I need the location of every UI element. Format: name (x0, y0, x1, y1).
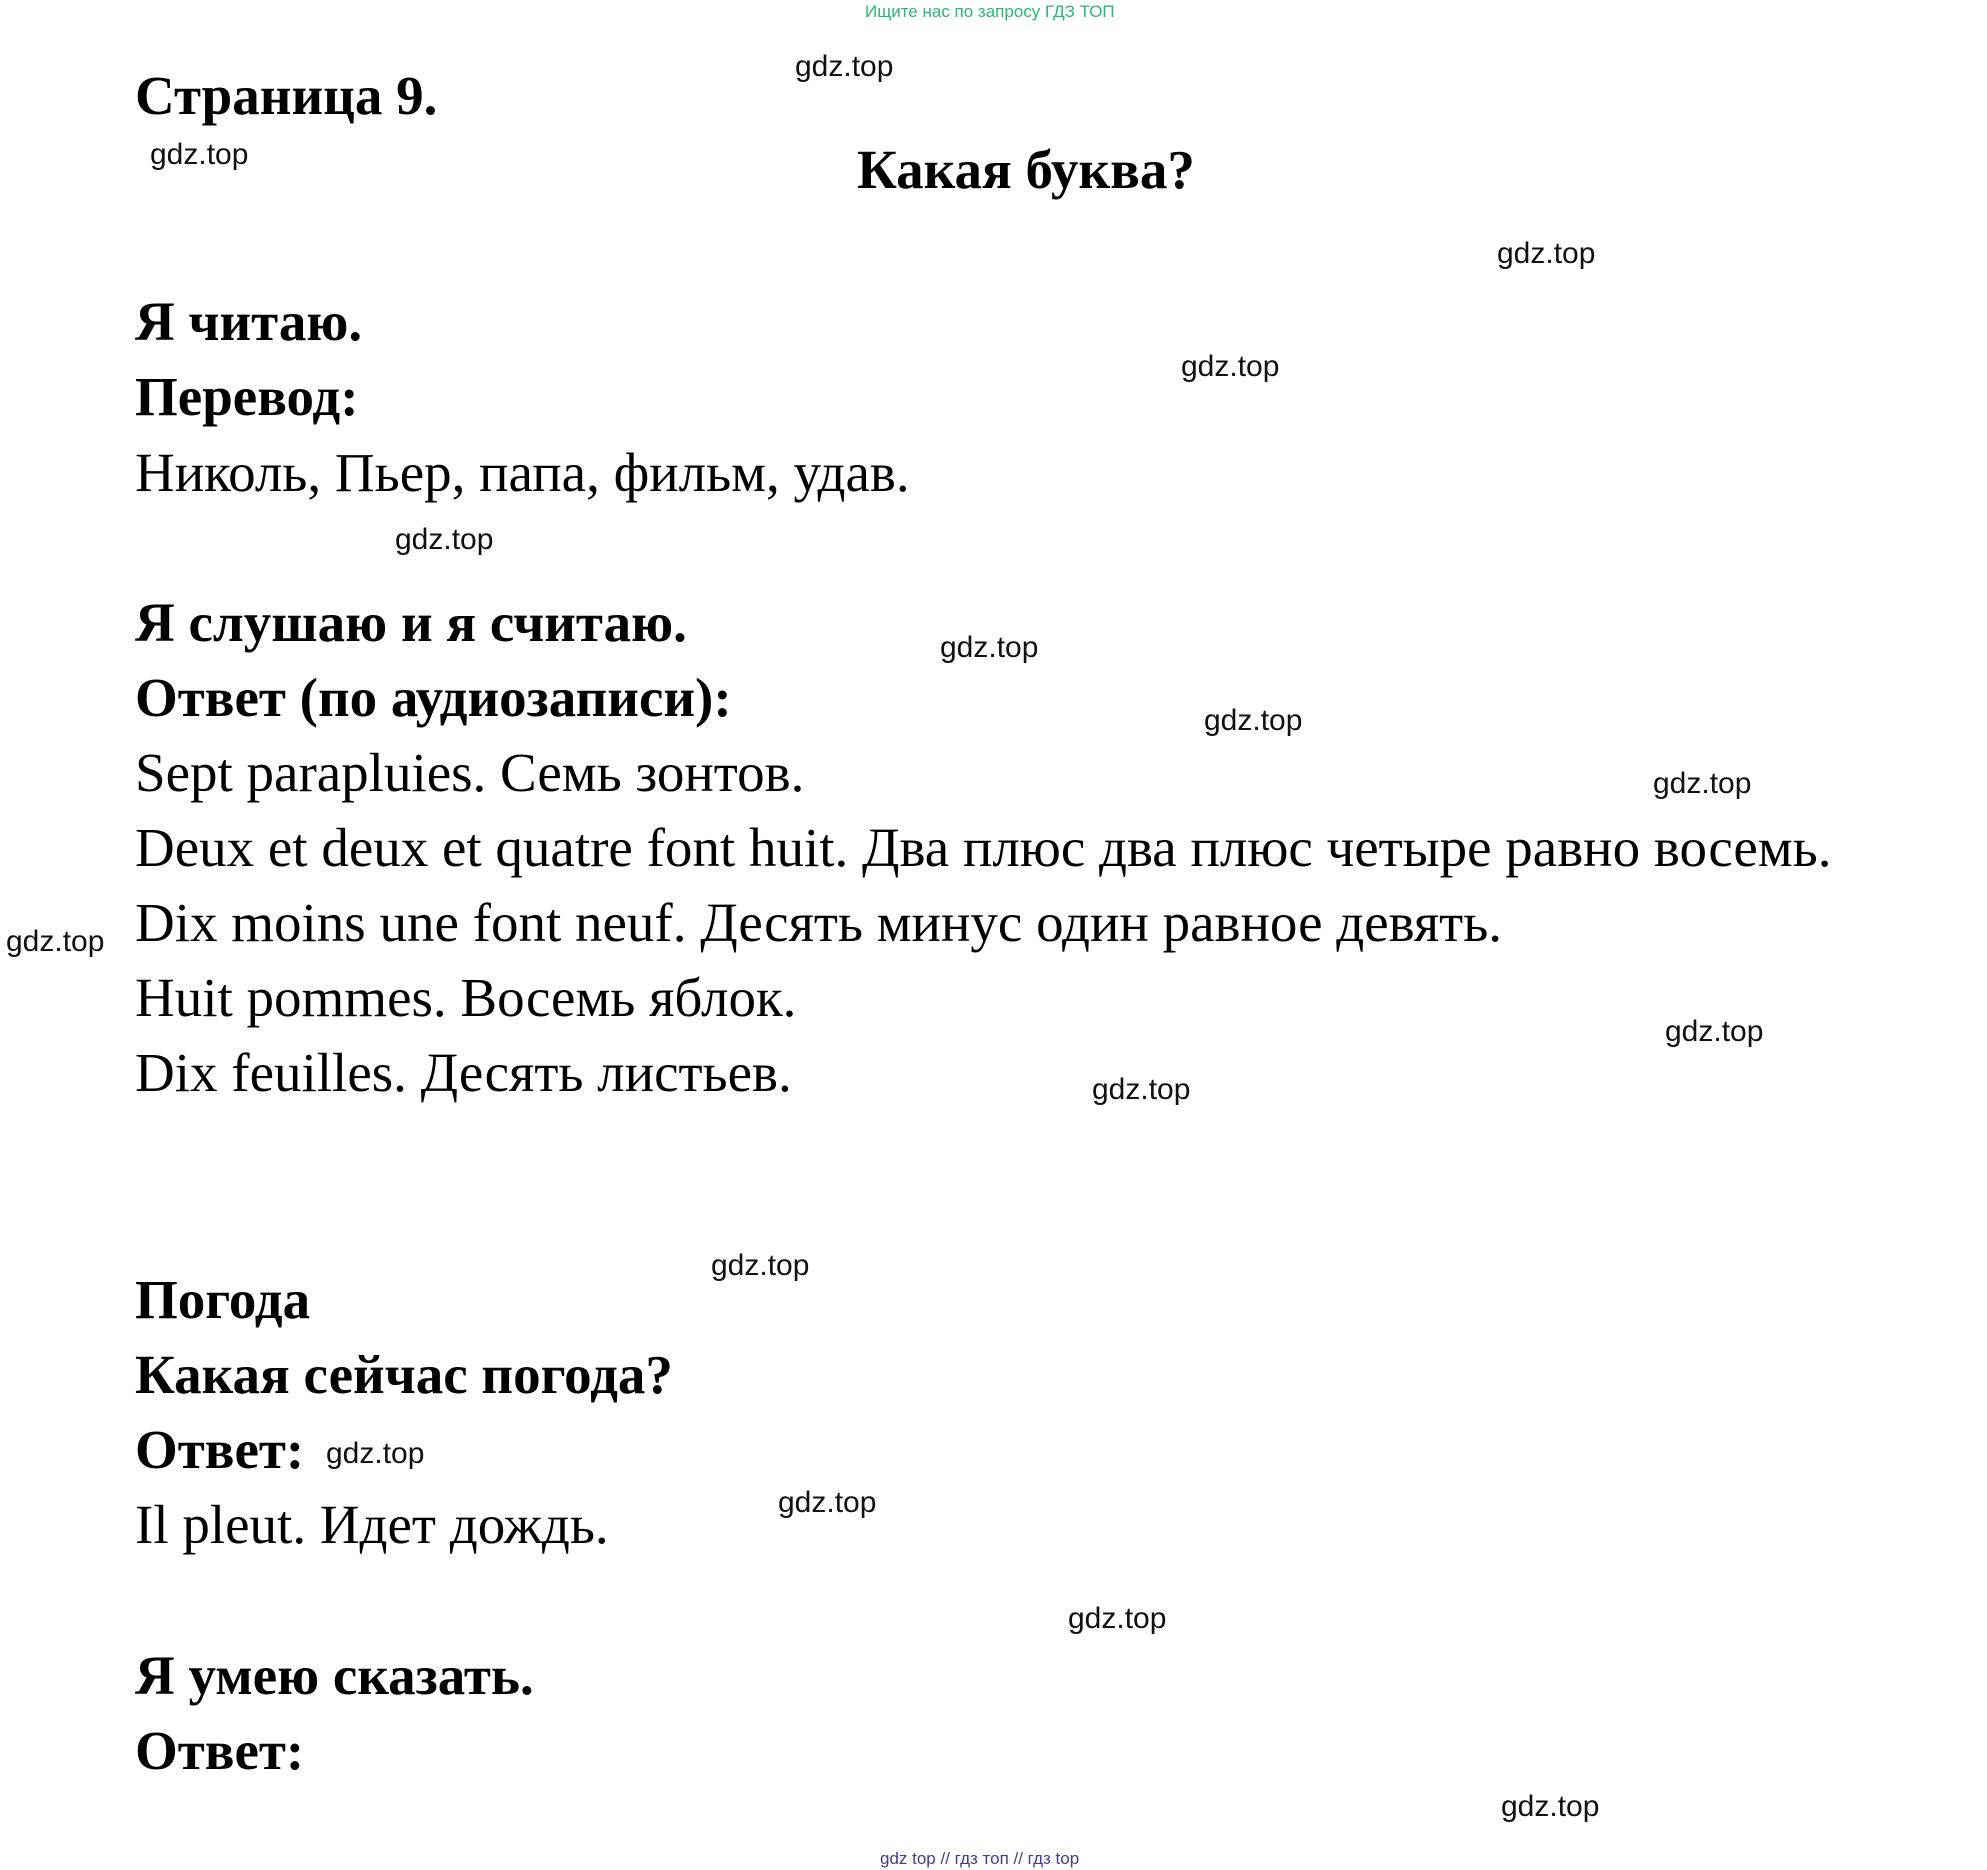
can-say-answer-label: Ответ: (135, 1720, 305, 1781)
watermark: gdz.top (940, 631, 1039, 664)
weather-answer-label: Ответ: (135, 1419, 305, 1480)
watermark: gdz.top (1653, 767, 1752, 800)
watermark: gdz.top (1181, 350, 1280, 383)
watermark: gdz.top (711, 1249, 810, 1282)
listening-line: Sept parapluies. Семь зонтов. (135, 742, 805, 803)
watermark: gdz.top (1665, 1015, 1764, 1048)
watermark: gdz.top (1204, 704, 1303, 737)
reading-subheading: Перевод: (135, 366, 359, 427)
watermark: gdz.top (6, 925, 105, 958)
watermark: gdz.top (395, 523, 494, 556)
top-banner[interactable]: Ищите нас по запросу ГДЗ ТОП (865, 2, 1115, 21)
watermark: gdz.top (1497, 237, 1596, 270)
watermark: gdz.top (1092, 1073, 1191, 1106)
listening-line: Dix moins une font neuf. Десять минус один равное девять. (135, 892, 1503, 953)
listening-subheading: Ответ (по аудиозаписи): (135, 667, 732, 728)
listening-line: Deux et deux et quatre font huit. Два плюс два плюс четыре равно восемь. (135, 817, 1832, 878)
watermark: gdz.top (795, 50, 894, 83)
listening-line: Huit pommes. Восемь яблок. (135, 967, 797, 1028)
watermark: gdz.top (1501, 1790, 1600, 1823)
weather-question: Какая сейчас погода? (135, 1344, 673, 1405)
watermark: gdz.top (150, 138, 249, 171)
weather-answer: Il pleut. Идет дождь. (135, 1494, 609, 1555)
can-say-heading: Я умею сказать. (135, 1645, 534, 1706)
watermark: gdz.top (326, 1437, 425, 1470)
reading-heading: Я читаю. (135, 291, 363, 352)
watermark: gdz.top (778, 1486, 877, 1519)
reading-text: Николь, Пьер, папа, фильм, удав. (135, 442, 910, 503)
watermark: gdz.top (1068, 1602, 1167, 1635)
listening-heading: Я слушаю и я считаю. (135, 592, 687, 653)
page-title: Страница 9. (135, 65, 438, 126)
weather-heading: Погода (135, 1269, 311, 1330)
footer-links[interactable]: gdz top // гдз топ // гдз top (880, 1849, 1080, 1868)
listening-line: Dix feuilles. Десять листьев. (135, 1042, 792, 1103)
section-title: Какая буква? (857, 139, 1195, 200)
